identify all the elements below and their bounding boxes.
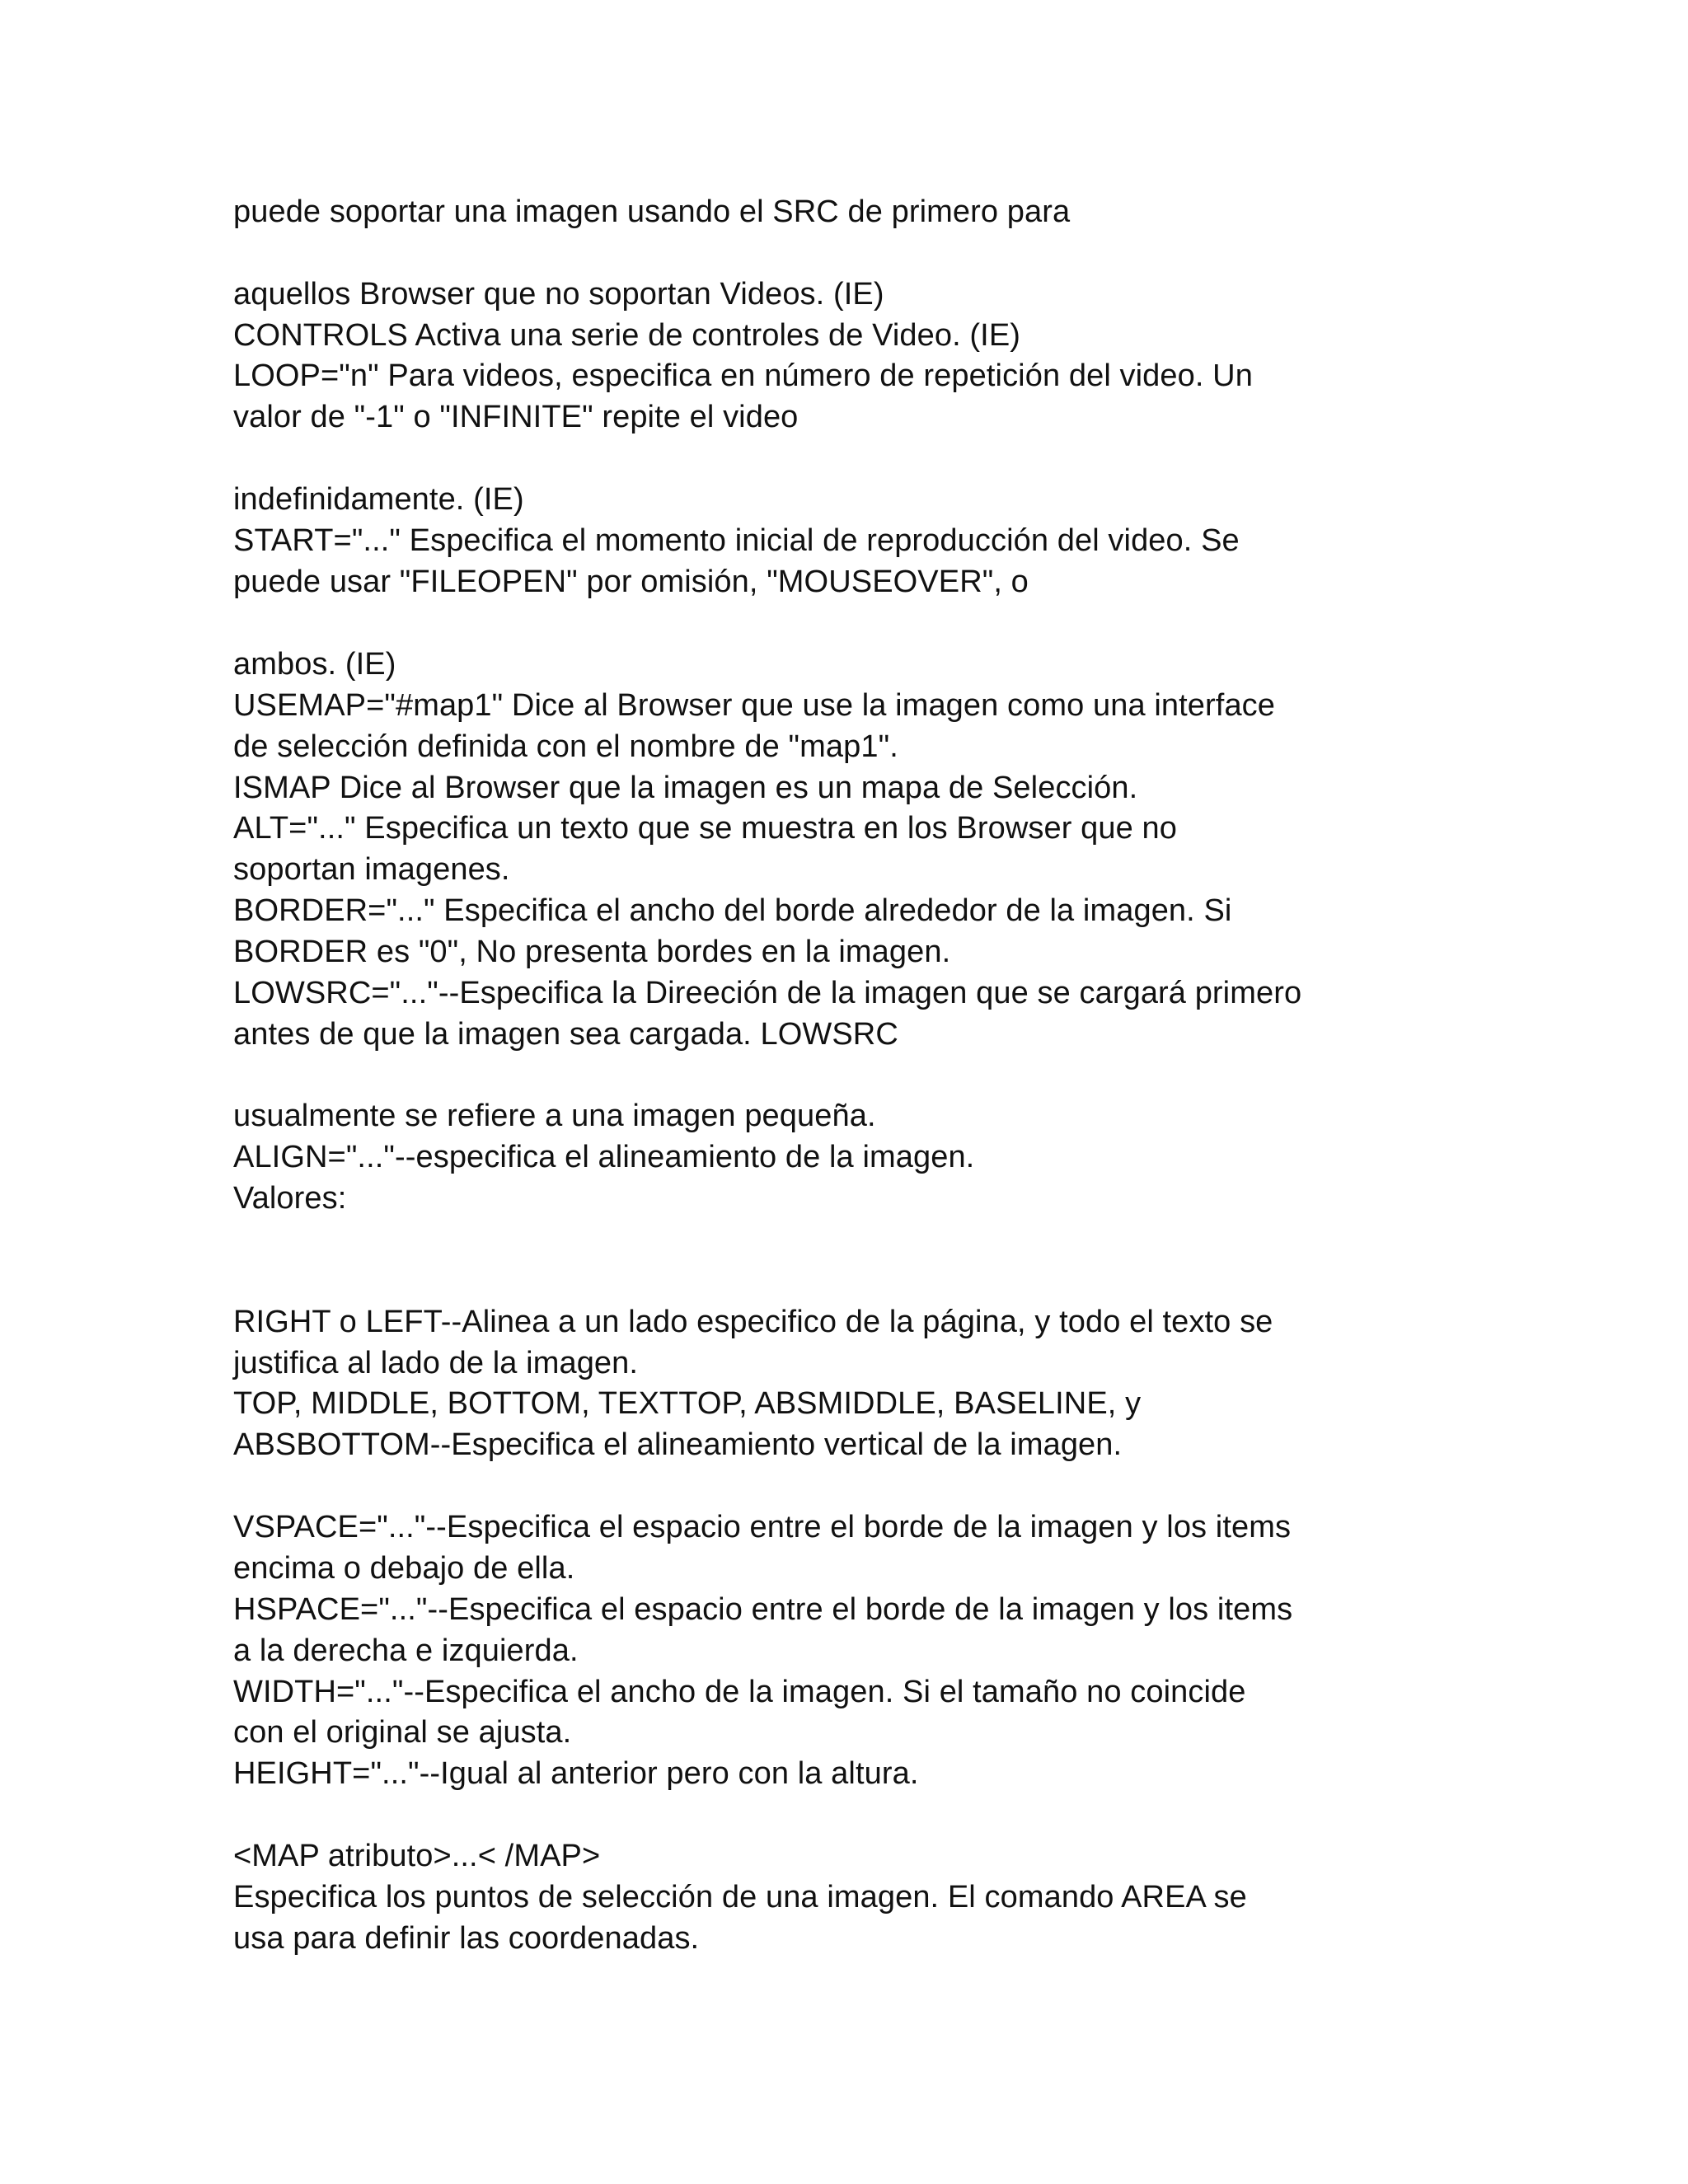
text-line: <MAP atributo>...< /MAP>	[233, 1839, 601, 1873]
text-line: valor de "-1" o "INFINITE" repite el video	[233, 400, 799, 434]
text-line: usa para definir las coordenadas.	[233, 1921, 700, 1956]
text-line: ALT="..." Especifica un texto que se muestra en los Browser que no	[233, 811, 1177, 846]
text-line: TOP, MIDDLE, BOTTOM, TEXTTOP, ABSMIDDLE, BASELINE, y	[233, 1386, 1142, 1421]
text-line: ambos. (IE)	[233, 647, 396, 682]
text-line: de selección definida con el nombre de "map1".	[233, 729, 898, 764]
text-line: HSPACE="..."--Especifica el espacio entre el borde de la imagen y los items	[233, 1592, 1293, 1627]
text-line: ABSBOTTOM--Especifica el alineamiento vertical de la imagen.	[233, 1427, 1123, 1462]
text-line: BORDER es "0", No presenta bordes en la imagen.	[233, 935, 951, 969]
text-line: RIGHT o LEFT--Alinea a un lado especifico de la página, y todo el texto se	[233, 1305, 1273, 1339]
text-line: LOOP="n" Para videos, especifica en número de repetición del video. Un	[233, 359, 1253, 393]
text-line: con el original se ajusta.	[233, 1715, 572, 1750]
text-line: usualmente se refiere a una imagen pequeña.	[233, 1099, 876, 1133]
text-line: BORDER="..." Especifica el ancho del borde alrededor de la imagen. Si	[233, 893, 1232, 928]
text-line: puede usar "FILEOPEN" por omisión, "MOUSEOVER", o	[233, 565, 1029, 599]
text-line: soportan imagenes.	[233, 852, 510, 887]
text-line: START="..." Especifica el momento inicial de reproducción del video. Se	[233, 523, 1240, 558]
text-line: Valores:	[233, 1181, 347, 1216]
text-line: HEIGHT="..."--Igual al anterior pero con la altura.	[233, 1756, 919, 1791]
text-line: a la derecha e izquierda.	[233, 1633, 579, 1668]
text-line: VSPACE="..."--Especifica el espacio entre el borde de la imagen y los items	[233, 1510, 1292, 1544]
text-line: encima o debajo de ella.	[233, 1551, 575, 1586]
text-line: USEMAP="#map1" Dice al Browser que use la imagen como una interface	[233, 688, 1276, 723]
text-line: aquellos Browser que no soportan Videos. (IE)	[233, 277, 884, 312]
text-line: puede soportar una imagen usando el SRC de primero para	[233, 194, 1071, 229]
text-line: justifica al lado de la imagen.	[233, 1346, 639, 1380]
text-line: Especifica los puntos de selección de una imagen. El comando AREA se	[233, 1880, 1247, 1915]
text-line: LOWSRC="..."--Especifica la Direeción de la imagen que se cargará primero	[233, 976, 1302, 1010]
text-line: indefinidamente. (IE)	[233, 482, 524, 517]
text-line: antes de que la imagen sea cargada. LOWSRC	[233, 1017, 898, 1052]
text-line: CONTROLS Activa una serie de controles de Video. (IE)	[233, 318, 1021, 353]
text-line: WIDTH="..."--Especifica el ancho de la imagen. Si el tamaño no coincide	[233, 1675, 1246, 1709]
text-line: ISMAP Dice al Browser que la imagen es un mapa de Selección.	[233, 771, 1138, 805]
text-line: ALIGN="..."--especifica el alineamiento de la imagen.	[233, 1140, 975, 1174]
